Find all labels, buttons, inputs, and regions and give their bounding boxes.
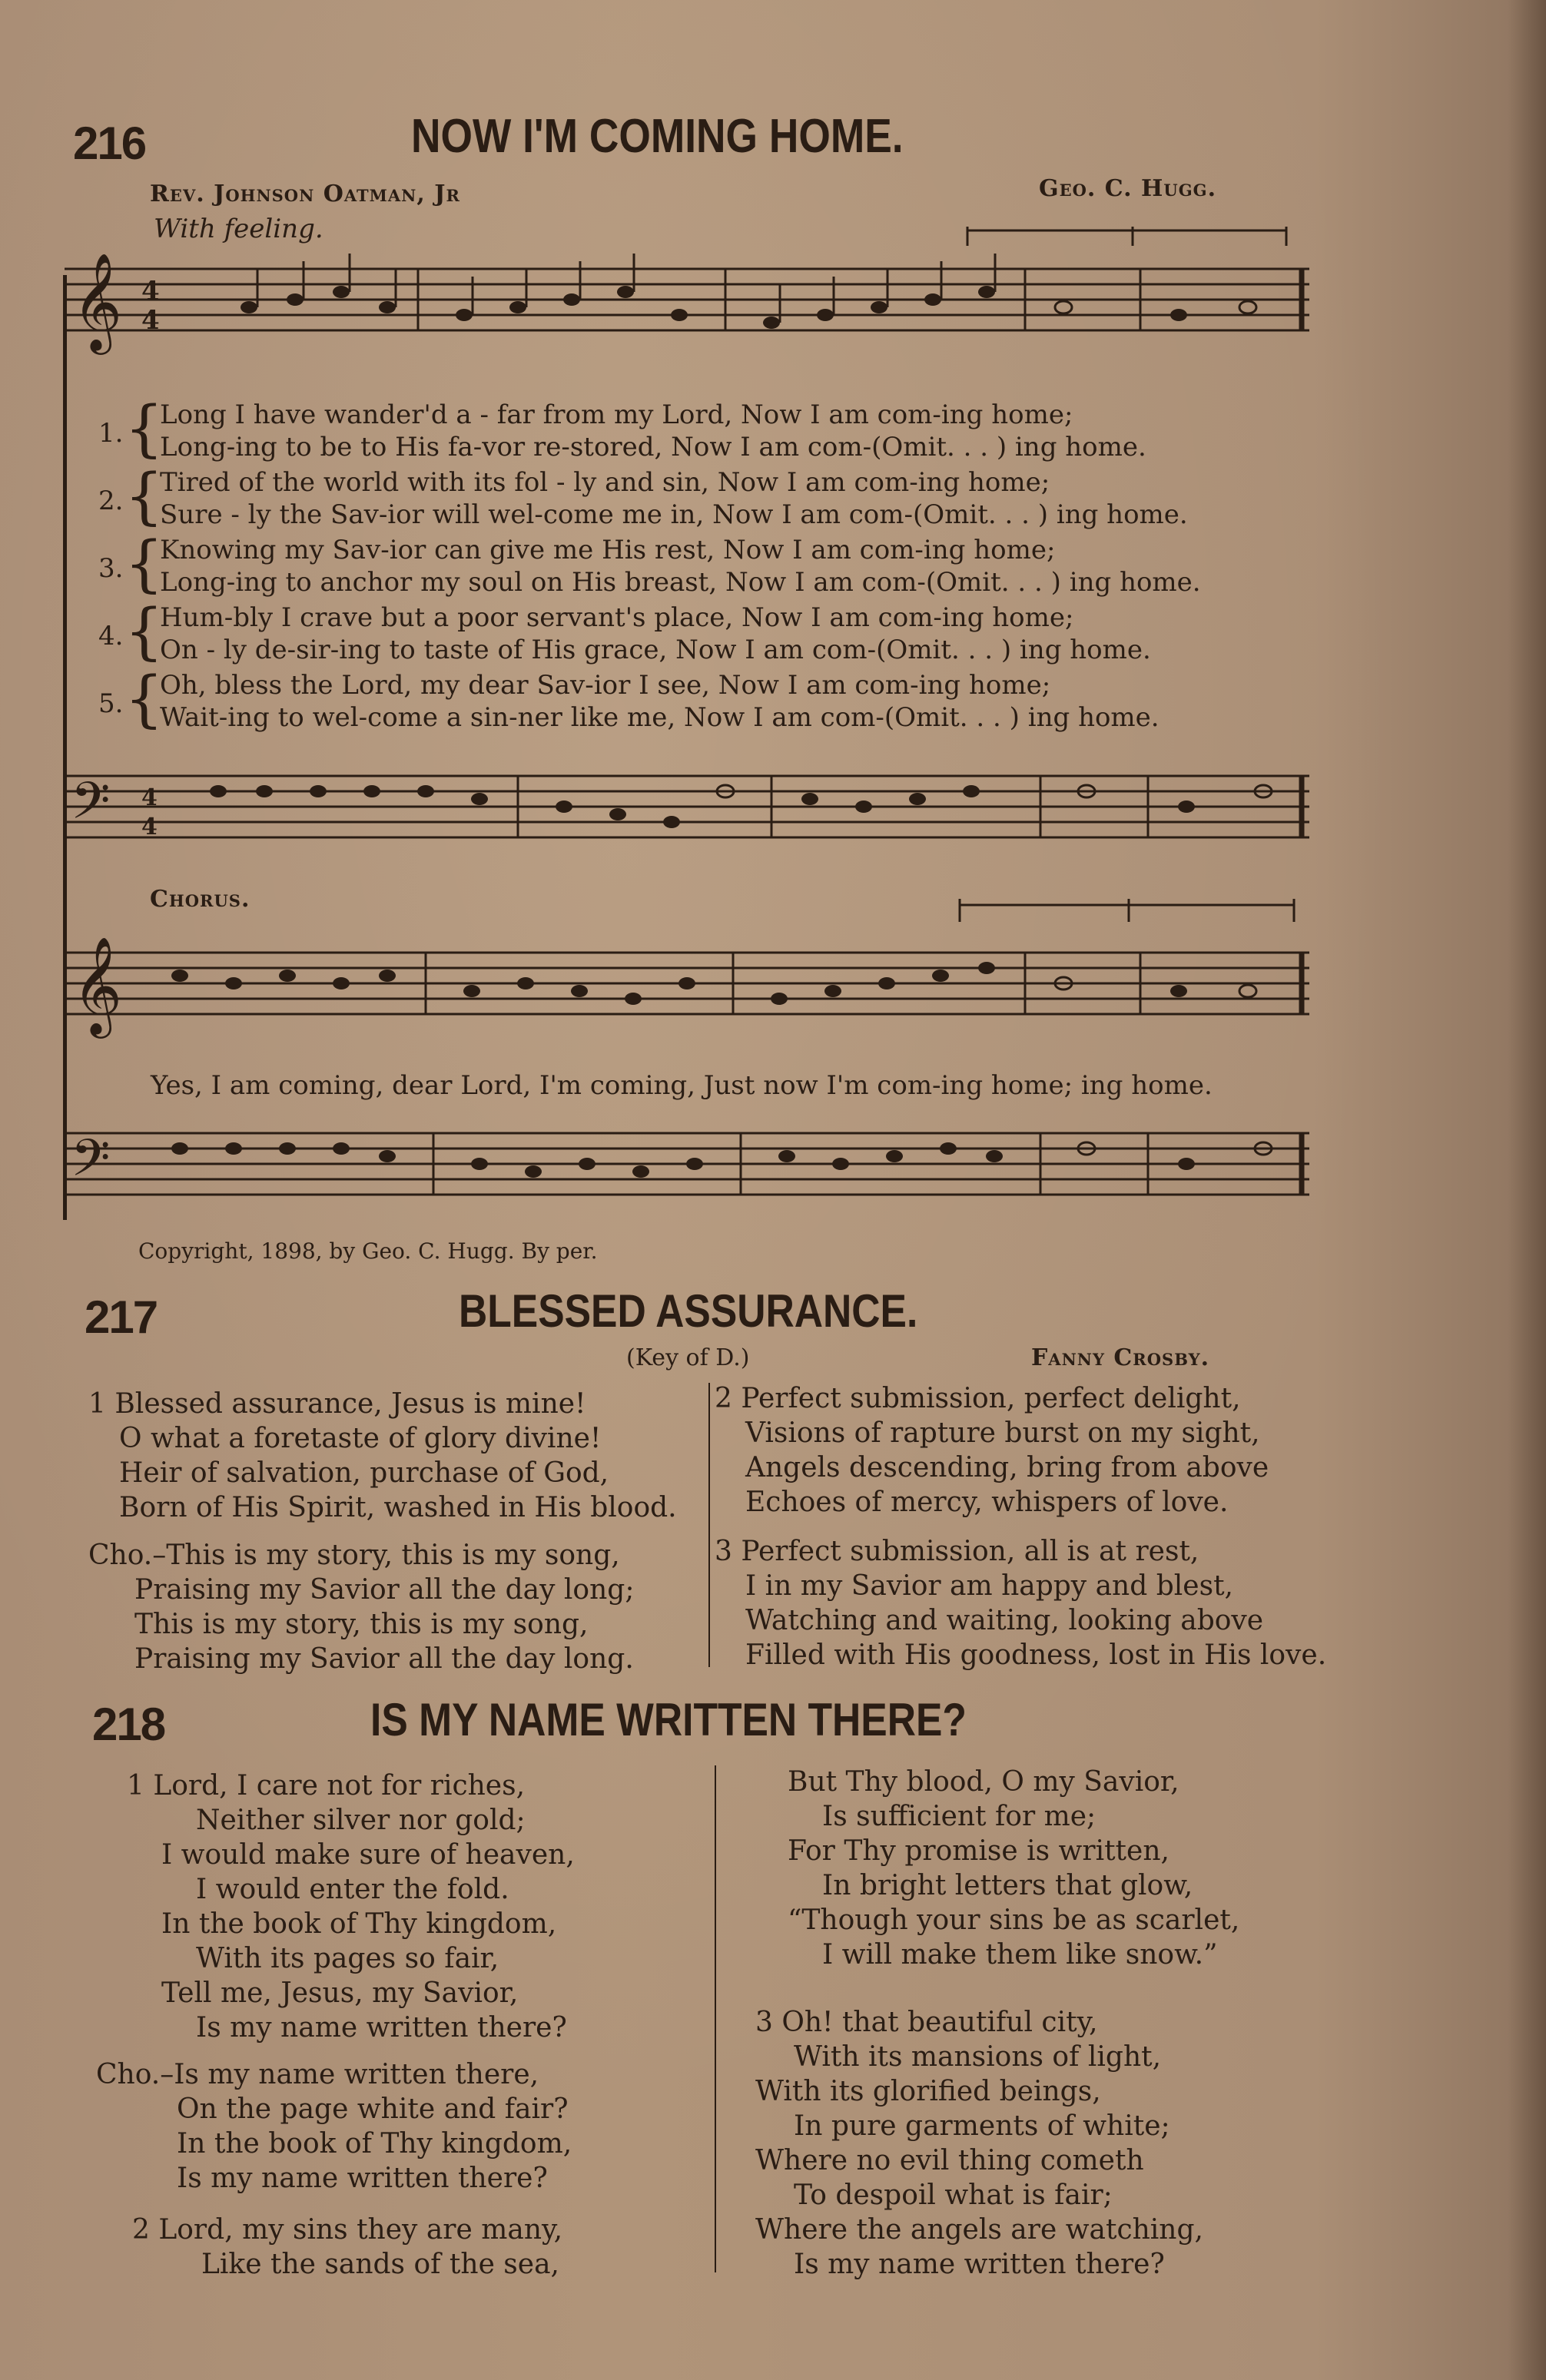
hymn-217-verse-1: 1 Blessed assurance, Jesus is mine! O what a foretaste of glory divine! Heir of salvation, purchase of God, Born of His Spirit, washed in His blood. xyxy=(88,1388,677,1523)
page-edge-shadow xyxy=(1508,0,1546,2380)
hymn-216-number: 216 xyxy=(73,118,146,169)
hymn-218-verse-2: 2 Lord, my sins they are many, Like the sands of the sea, xyxy=(132,2214,563,2280)
hymn-216-author: Rev. Johnson Oatman, Jr xyxy=(150,181,460,207)
bass-staff-chorus xyxy=(65,1091,1325,1229)
hymn-216-copyright: Copyright, 1898, by Geo. C. Hugg. By per. xyxy=(138,1238,598,1264)
hymn-218-chorus: Cho.–Is my name written there, On the page white and fair? In the book of Thy kingdom, Is my name written there? xyxy=(96,2059,572,2194)
hymn-216-chorus-lyric: Yes, I am coming, dear Lord, I'm coming, Just now I'm com-ing home; ing home. xyxy=(151,1070,1213,1101)
hymn-217-column-divider xyxy=(708,1383,710,1667)
treble-staff-chorus xyxy=(65,883,1325,1068)
hymn-218-verse-2-continued: But Thy blood, O my Savior, Is sufficient for me; For Thy promise is written, In bright letters that glow, “Though your sins be as scarlet, I will make them like snow.” xyxy=(788,1766,1240,1971)
hymn-217-key: (Key of D.) xyxy=(626,1344,750,1371)
hymn-216-composer: Geo. C. Hugg. xyxy=(1039,175,1217,202)
verse-1: 1. { Long I have wander'd a - far from my Lord, Now I am com-ing home; Long-ing to be to His fa-vor re-stored, Now I am com-(Omit. . . ) ing home. xyxy=(98,393,1146,464)
svg-text:𝄞: 𝄞 xyxy=(72,252,123,350)
svg-text:𝄢: 𝄢 xyxy=(71,771,111,843)
hymn-216-title: NOW I'M COMING HOME. xyxy=(411,110,904,163)
verse-2: 2. { Tired of the world with its fol - ly and sin, Now I am com-ing home; Sure - ly the Sav-ior will wel-come me in, Now I am com-(Omit. . . ) ing home. xyxy=(98,460,1188,532)
hymn-218-column-divider xyxy=(715,1765,716,2272)
hymn-218-verse-1: 1 Lord, I care not for riches, Neither silver nor gold; I would make sure of heaven, I would enter the fold. In the book of Thy kingdom, With its pages so fair, Tell me, Jesus, my Savior, Is my name written there? xyxy=(127,1770,575,2044)
hymn-217-verse-3: 3 Perfect submission, all is at rest, I in my Savior am happy and blest, Watching and waiting, looking above Filled with His goodness, lost in His love. xyxy=(715,1536,1327,1671)
verse-3: 3. { Knowing my Sav-ior can give me His rest, Now I am com-ing home; Long-ing to anchor my soul on His breast, Now I am com-(Omit. . . ) ing home. xyxy=(98,528,1201,599)
svg-text:4: 4 xyxy=(141,814,158,840)
hymn-217-number: 217 xyxy=(85,1291,158,1343)
hymn-217-chorus: Cho.–This is my story, this is my song, Praising my Savior all the day long; This is my story, this is my song, Praising my Savior all the day long. xyxy=(88,1540,635,1675)
svg-text:4: 4 xyxy=(141,305,160,336)
svg-text:4: 4 xyxy=(141,784,158,811)
hymn-216-tempo: With feeling. xyxy=(154,214,323,244)
hymn-217-verse-2: 2 Perfect submission, perfect delight, Visions of rapture burst on my sight, Angels descending, bring from above Echoes of mercy, whispers of love. xyxy=(715,1383,1269,1518)
svg-text:4: 4 xyxy=(141,276,160,307)
verse-5: 5. { Oh, bless the Lord, my dear Sav-ior I see, Now I am com-ing home; Wait-ing to wel-come a sin-ner like me, Now I am com-(Omit. . . ) ing home. xyxy=(98,663,1160,734)
svg-text:𝄞: 𝄞 xyxy=(72,936,123,1034)
hymn-218-verse-3: 3 Oh! that beautiful city, With its mansions of light, With its glorified beings, In pure garments of white; Where no evil thing cometh To despoil what is fair; Where the angels are watching, Is my name written there? xyxy=(755,2007,1203,2280)
hymn-217-author: Fanny Crosby. xyxy=(1031,1344,1210,1371)
hymn-218-number: 218 xyxy=(92,1699,165,1750)
bass-staff-verse xyxy=(65,745,1325,883)
hymn-217-title: BLESSED ASSURANCE. xyxy=(459,1285,918,1337)
hymn-216-chorus-label: Chorus. xyxy=(150,886,250,913)
svg-text:𝄢: 𝄢 xyxy=(71,1129,111,1200)
hymn-216-verses xyxy=(98,393,1328,738)
verse-4: 4. { Hum-bly I crave but a poor servant's place, Now I am com-ing home; On - ly de-sir-ing to taste of His grace, Now I am com-(Omit. . . ) ing home. xyxy=(98,595,1151,667)
hymn-218-title: IS MY NAME WRITTEN THERE? xyxy=(370,1694,967,1745)
treble-staff-verse xyxy=(65,215,1325,399)
